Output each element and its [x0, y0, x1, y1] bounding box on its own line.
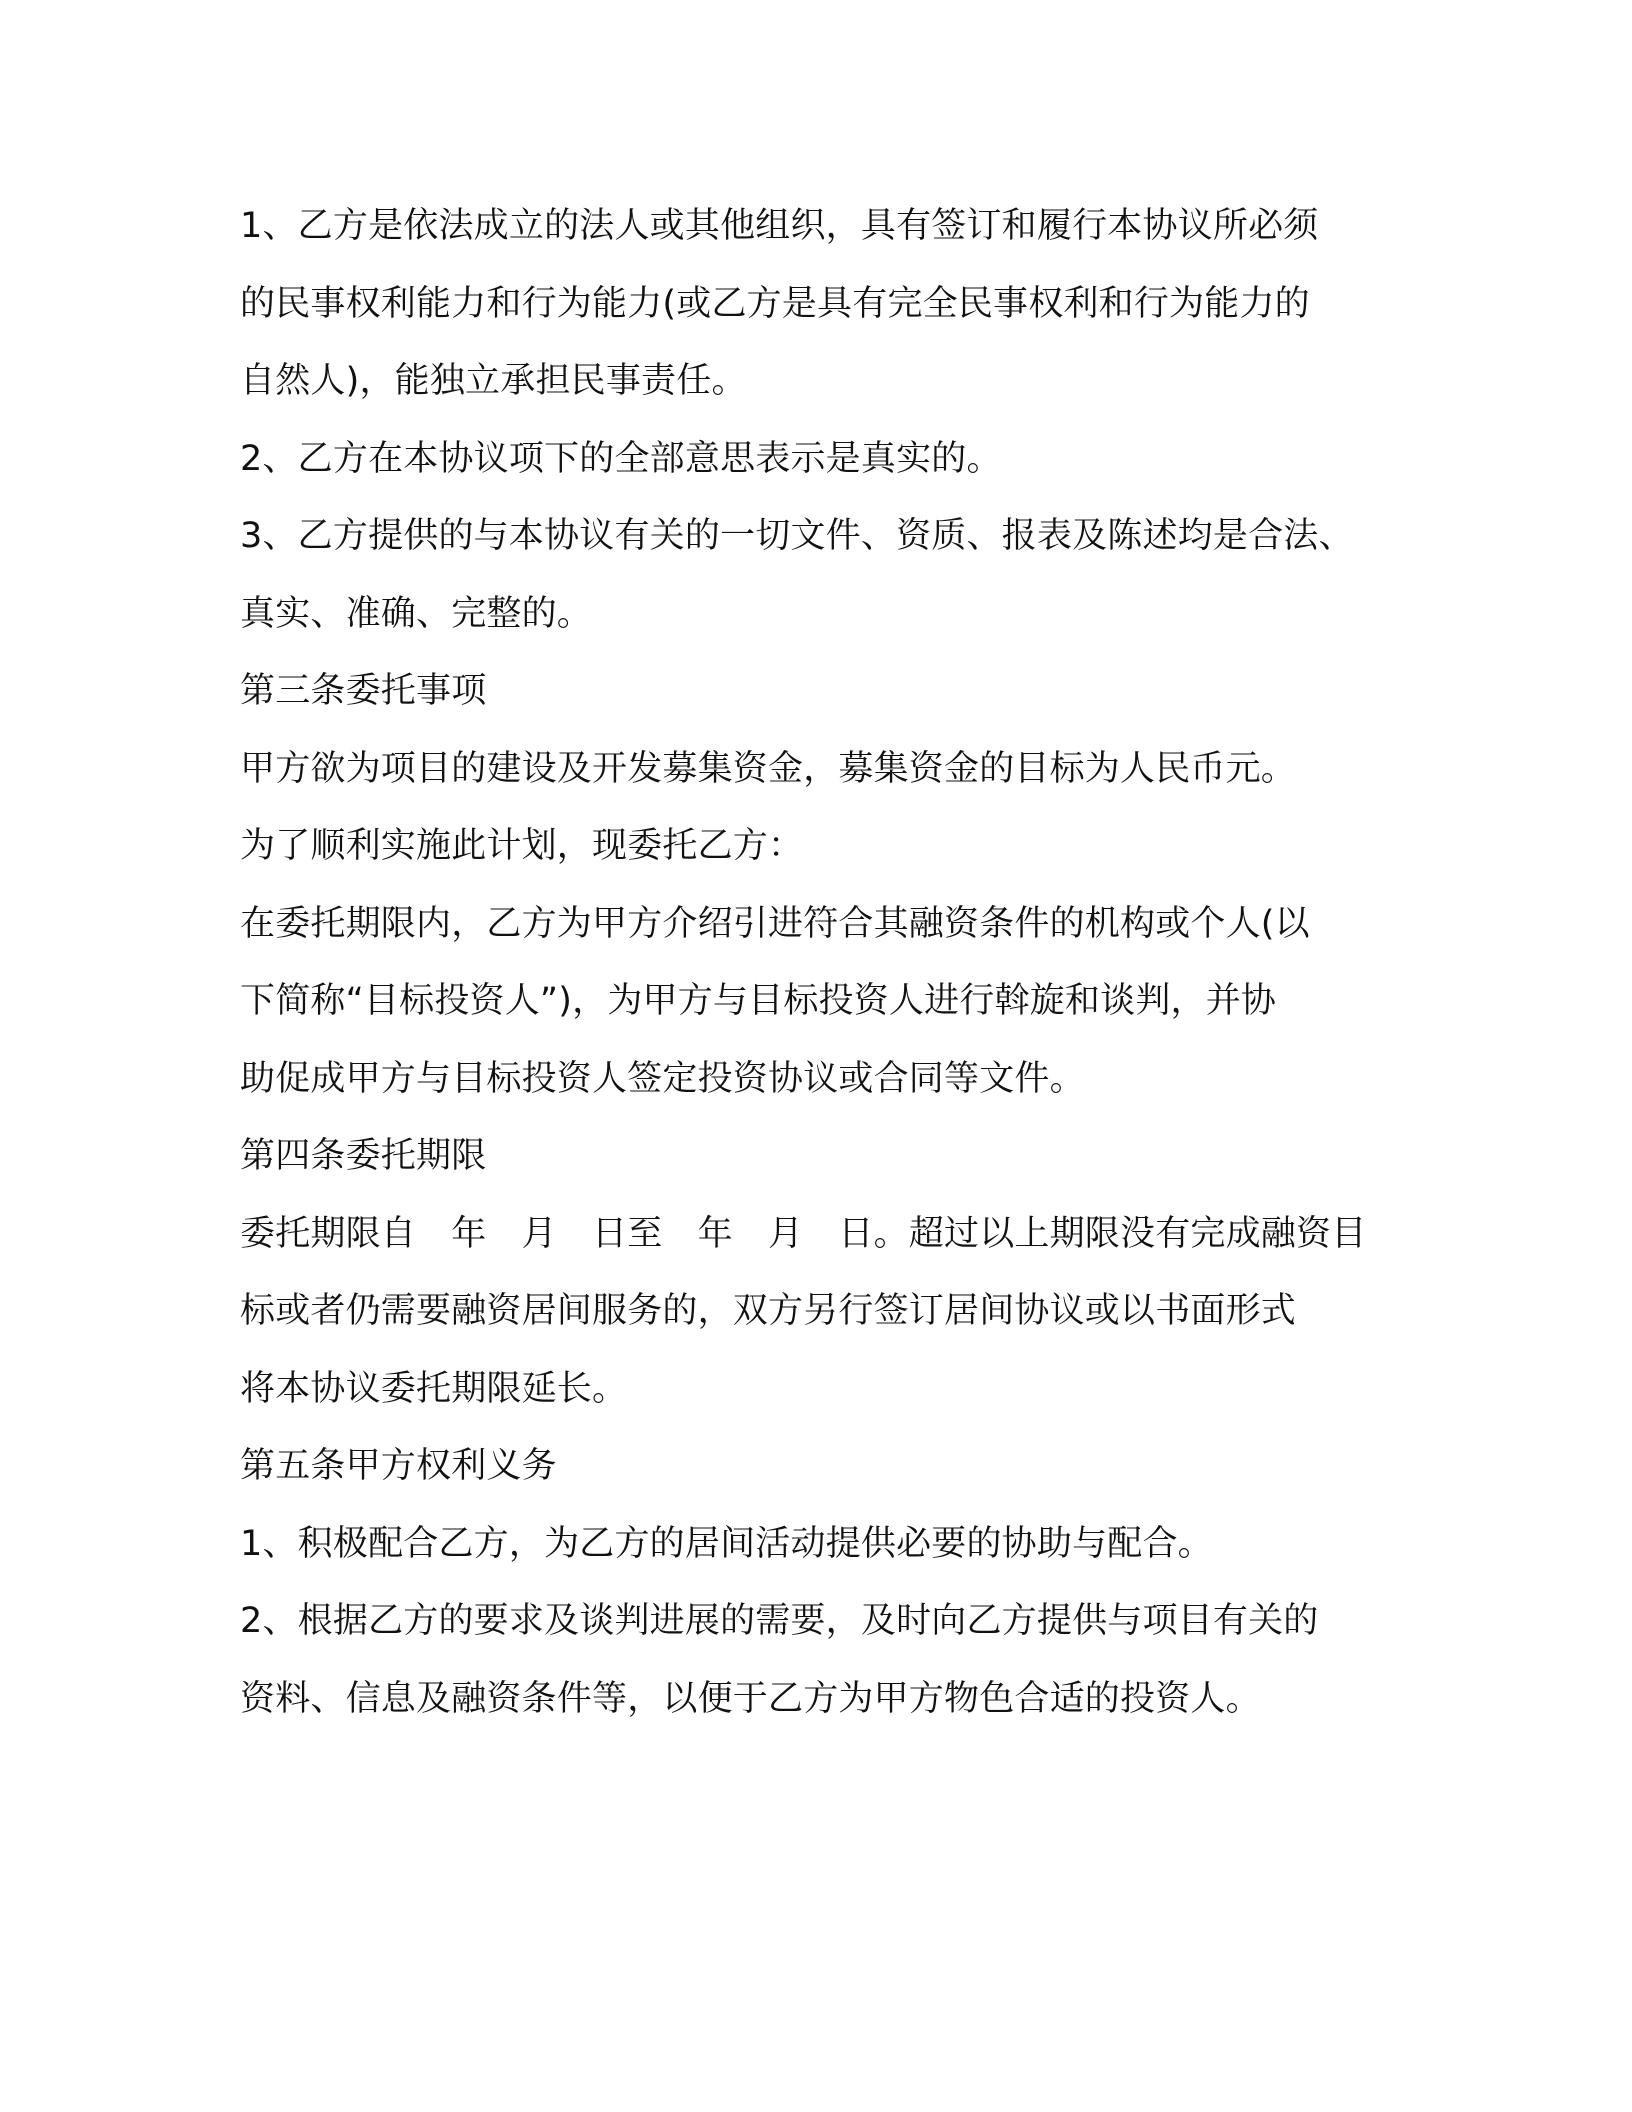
section-heading: 第五条甲方权利义务: [240, 1446, 557, 1486]
text-line: 2、根据乙方的要求及谈判进展的需要，及时向乙方提供与项目有关的: [240, 1601, 1319, 1641]
text-line: 下简称“目标投资人”)，为甲方与目标投资人进行斡旋和谈判，并协: [240, 981, 1277, 1021]
text-line: 将本协议委托期限延长。: [240, 1368, 628, 1409]
text-line: 委托期限自 年 月 日至 年 月 日。超过以上期限没有完成融资目: [240, 1213, 1367, 1254]
text-line: 的民事权利能力和行为能力(或乙方是具有完全民事权利和行为能力的: [240, 283, 1310, 324]
text-line: 标或者仍需要融资居间服务的，双方另行签订居间协议或以书面形式: [240, 1291, 1297, 1331]
text-line: 2、乙方在本协议项下的全部意思表示是真实的。: [240, 438, 1002, 479]
text-line: 在委托期限内，乙方为甲方介绍引进符合其融资条件的机构或个人(以: [240, 903, 1310, 944]
text-line: 3、乙方提供的与本协议有关的一切文件、资质、报表及陈述均是合法、: [240, 516, 1354, 556]
text-line: 1、积极配合乙方，为乙方的居间活动提供必要的协助与配合。: [240, 1523, 1213, 1564]
text-line: 自然人)，能独立承担民事责任。: [240, 361, 747, 401]
section-heading: 第三条委托事项: [240, 671, 487, 711]
text-line: 甲方欲为项目的建设及开发募集资金，募集资金的目标为人民币元。: [240, 748, 1297, 789]
text-line: 真实、准确、完整的。: [240, 593, 593, 634]
text-line: 资料、信息及融资条件等，以便于乙方为甲方物色合适的投资人。: [240, 1678, 1261, 1719]
text-line: 1、乙方是依法成立的法人或其他组织，具有签订和履行本协议所必须: [240, 206, 1319, 246]
text-line: 助促成甲方与目标投资人签定投资协议或合同等文件。: [240, 1058, 1085, 1099]
document-body: [240, 188, 1410, 1738]
text-line: 为了顺利实施此计划，现委托乙方：: [240, 826, 804, 866]
section-heading: 第四条委托期限: [240, 1136, 487, 1176]
